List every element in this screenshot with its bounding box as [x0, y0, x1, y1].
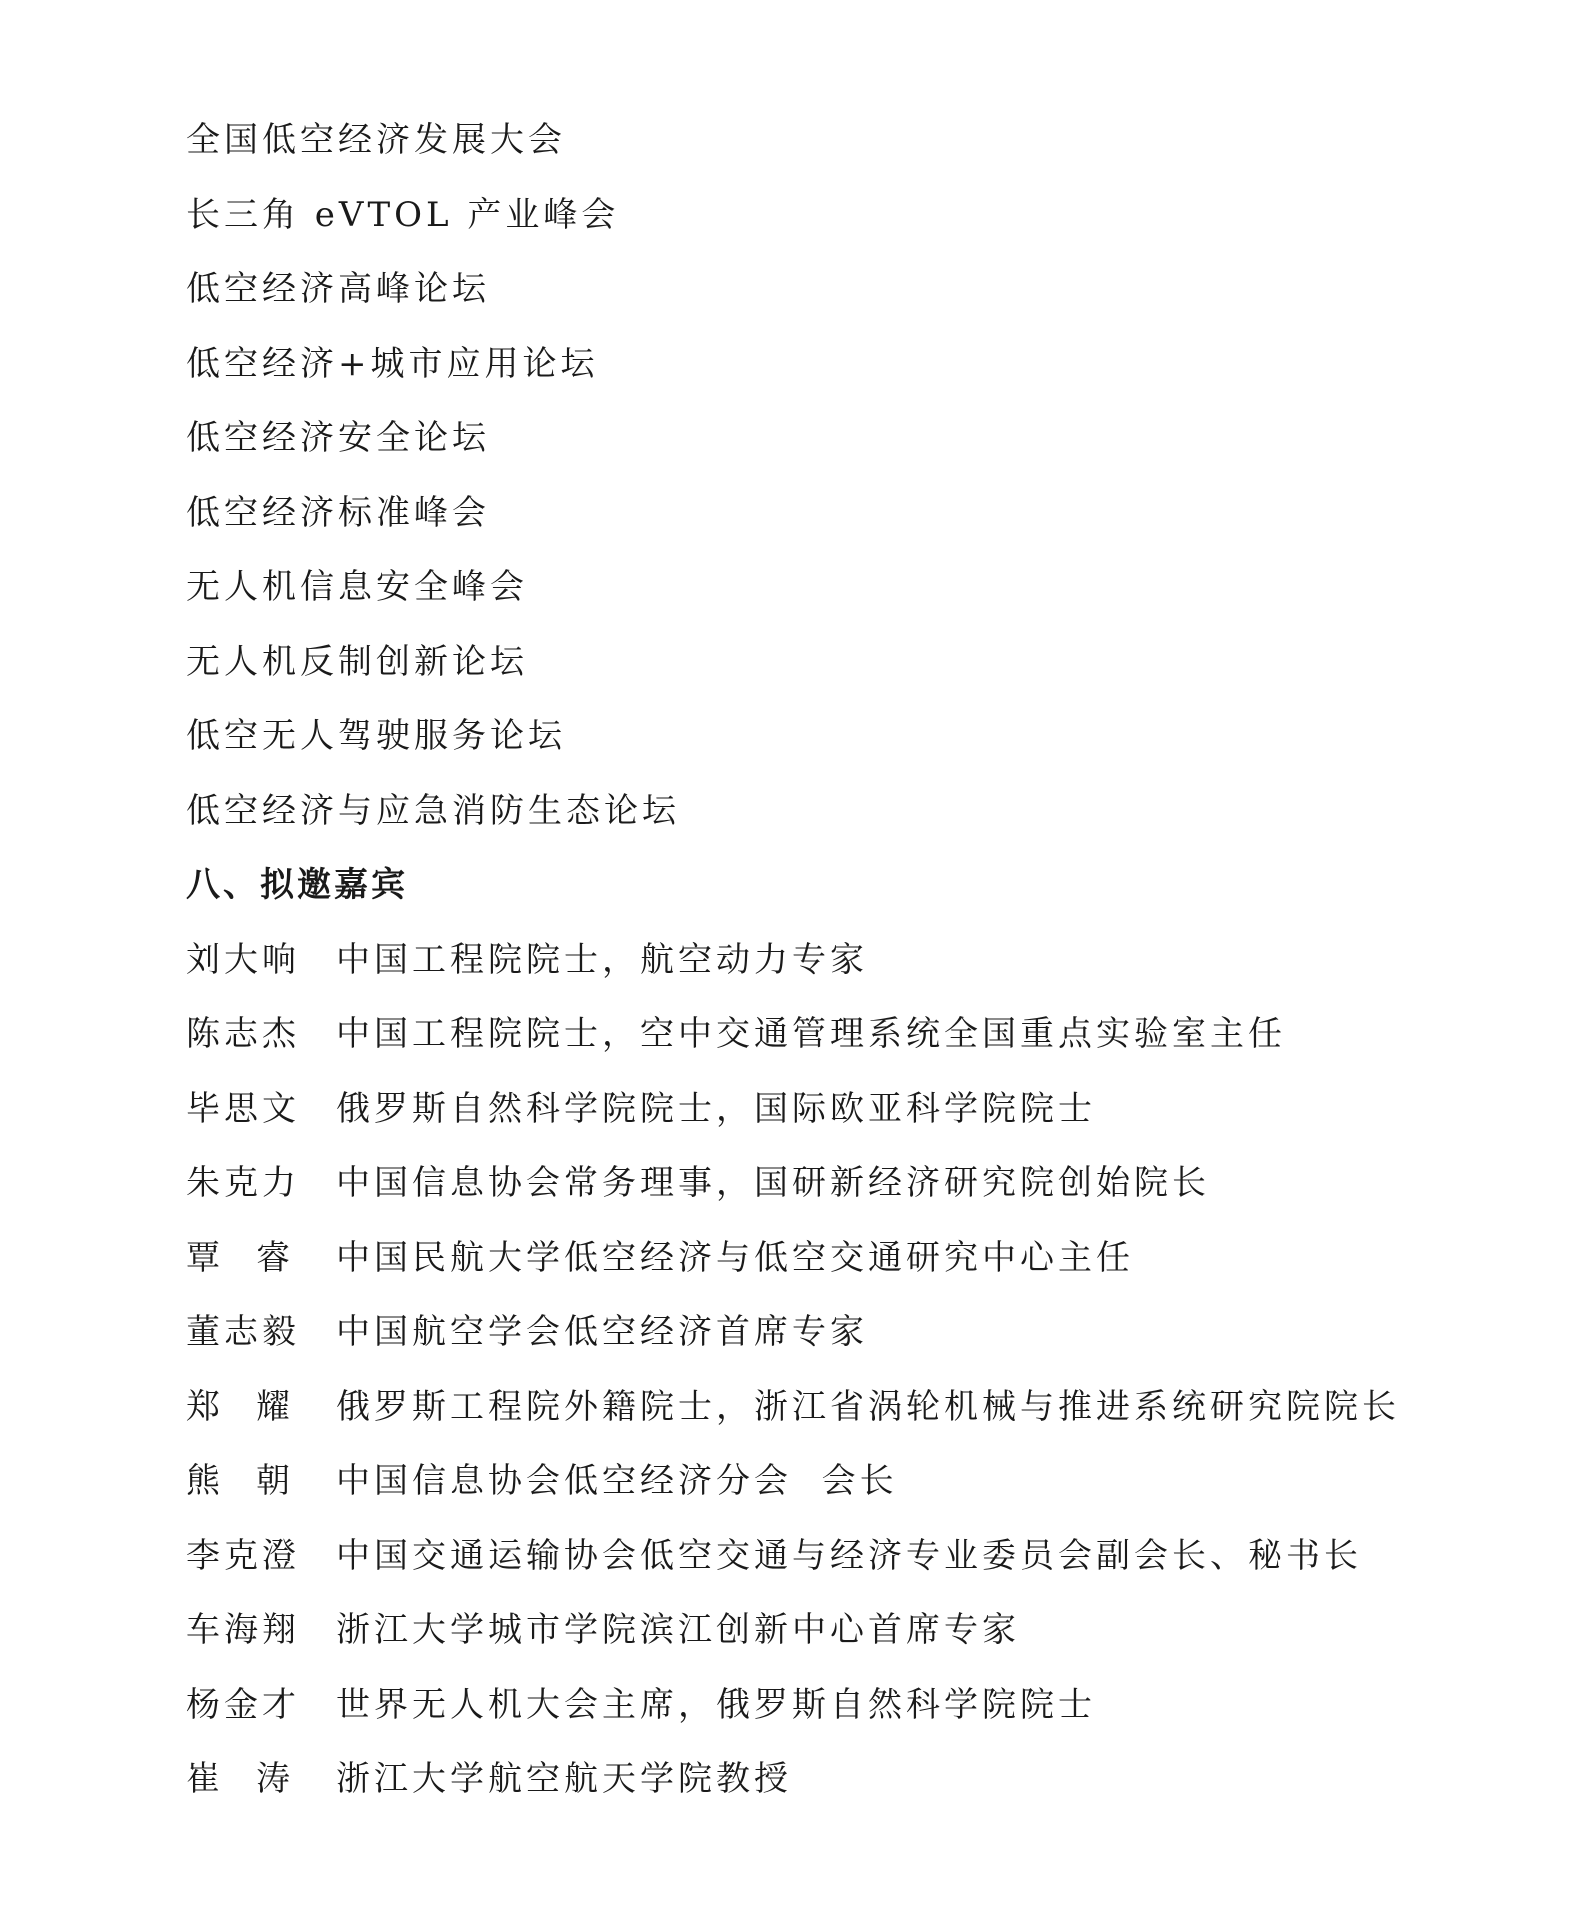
guest-title: 俄罗斯自然科学院院士，国际欧亚科学院院士 — [336, 1088, 1096, 1129]
guest-row — [186, 1004, 1486, 1079]
guest-name: 朱克力 — [186, 1163, 300, 1203]
guest-title: 浙江大学城市学院滨江创新中心首席专家 — [336, 1610, 1020, 1650]
forum-item: 低空经济与应急消防生态论坛 — [186, 790, 680, 831]
guest-name: 董志毅 — [186, 1312, 300, 1352]
guest-title: 中国民航大学低空经济与低空交通研究中心主任 — [336, 1237, 1134, 1278]
forum-item: 长三角 eVTOL 产业峰会 — [186, 194, 620, 235]
guest-name-char: 郑 — [186, 1386, 224, 1427]
guest-title: 中国工程院院士，航空动力专家 — [336, 939, 868, 980]
forum-item: 低空无人驾驶服务论坛 — [186, 716, 566, 756]
guest-name-char: 睿 — [256, 1237, 294, 1278]
guest-name: 杨金才 — [186, 1684, 300, 1725]
guest-name: 刘大响 — [186, 939, 300, 980]
guest-row — [186, 1228, 1486, 1303]
forum-item: 无人机反制创新论坛 — [186, 641, 528, 682]
guest-name-char: 崔 — [186, 1759, 224, 1799]
guest-title: 中国信息协会低空经济分会 会长 — [336, 1461, 898, 1501]
guest-title: 世界无人机大会主席，俄罗斯自然科学院院士 — [336, 1684, 1096, 1725]
guest-name — [186, 1377, 294, 1452]
guest-row — [186, 1302, 1486, 1377]
guest-title: 中国工程院院士，空中交通管理系统全国重点实验室主任 — [336, 1014, 1286, 1054]
guest-title: 俄罗斯工程院外籍院士，浙江省涡轮机械与推进系统研究院院长 — [336, 1386, 1400, 1427]
forum-item: 无人机信息安全峰会 — [186, 567, 528, 607]
guest-name-char: 耀 — [256, 1386, 294, 1427]
forum-item: 低空经济安全论坛 — [186, 418, 490, 458]
guest-row — [186, 1451, 1486, 1526]
document-page — [186, 110, 1486, 1824]
guest-name-char: 朝 — [256, 1461, 294, 1501]
guest-name: 车海翔 — [186, 1610, 300, 1650]
guest-name-char: 涛 — [256, 1759, 294, 1799]
forum-item: 低空经济+城市应用论坛 — [186, 343, 599, 384]
guest-row — [186, 1675, 1486, 1750]
guest-name — [186, 1228, 294, 1303]
guest-title: 浙江大学航空航天学院教授 — [336, 1759, 792, 1799]
guest-row — [186, 930, 1486, 1005]
guest-name — [186, 1749, 294, 1824]
forum-item: 低空经济高峰论坛 — [186, 269, 490, 309]
guest-name: 李克澄 — [186, 1535, 300, 1576]
guest-name — [186, 1451, 294, 1526]
forum-item: 全国低空经济发展大会 — [186, 120, 566, 160]
guest-name: 陈志杰 — [186, 1014, 300, 1054]
guest-name-char: 覃 — [186, 1237, 224, 1278]
guest-row — [186, 1526, 1486, 1601]
guest-row — [186, 1079, 1486, 1154]
forum-item: 低空经济标准峰会 — [186, 492, 490, 533]
section-heading: 八、拟邀嘉宾 — [186, 865, 408, 905]
guest-title: 中国航空学会低空经济首席专家 — [336, 1312, 868, 1352]
guest-row — [186, 1749, 1486, 1824]
guest-title: 中国交通运输协会低空交通与经济专业委员会副会长、秘书长 — [336, 1535, 1362, 1576]
guest-title: 中国信息协会常务理事，国研新经济研究院创始院长 — [336, 1163, 1210, 1203]
guest-row — [186, 1153, 1486, 1228]
guest-name-char: 熊 — [186, 1461, 224, 1501]
guest-row — [186, 1377, 1486, 1452]
guest-row — [186, 1600, 1486, 1675]
guest-name: 毕思文 — [186, 1088, 300, 1129]
